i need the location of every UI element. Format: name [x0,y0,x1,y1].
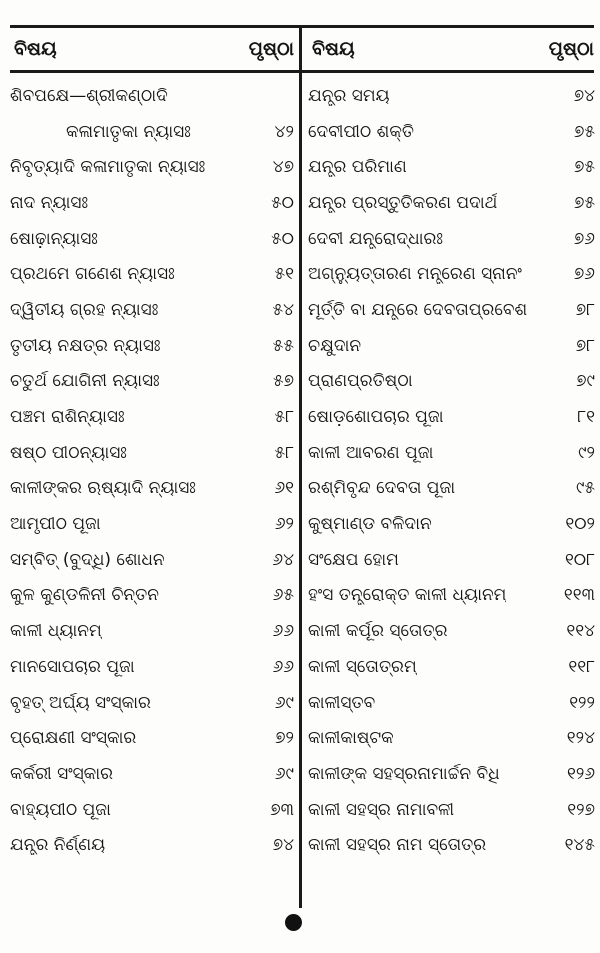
contents-entry [10,792,294,828]
entry-page-number: ୧୨୬ [567,763,595,784]
entry-page-number: ୧୧୩ [563,585,595,606]
contents-entry [308,471,595,507]
entry-page-number: ୭୪ [573,85,595,106]
contents-entry [308,435,595,471]
entry-page-number: ୭୫ [573,157,595,178]
entry-page-number: ୧୨୨ [569,692,595,713]
entry-title: ପଞ୍ଚମ ରାଶିନ୍ୟାସଃ [10,407,125,428]
left-column-header [14,32,294,66]
contents-entry [10,435,294,471]
entry-page-number: ୧୪୫ [564,835,595,856]
contents-entry [10,78,294,114]
contents-entry [308,827,595,863]
entry-title: କାଳୀଙ୍କ ସହସ୍ରନାମାର୍ଚ୍ଚନ ବିଧି [308,763,500,784]
entry-page-number: ୧୦୮ [564,549,595,570]
entry-title: ସମ୍ବିତ୍ (ବୁଦ୍ଧି) ଶୋଧନ [10,549,165,570]
contents-entry [308,506,595,542]
entry-title: କୁଳ କୁଣ୍ଡଳିନୀ ଚିନ୍ତନ [10,585,159,606]
page-marker-dot [285,914,302,931]
contents-entry [308,221,595,257]
entry-title: କର୍କରୀ ସଂସ୍କାର [10,763,113,784]
entry-title: ଯନ୍ତ୍ର ପରିମାଣ [308,157,407,178]
entry-title: ଦେବୀ ଯନ୍ତ୍ରୋଦ୍ଧାରଃ [308,228,443,249]
contents-entry [308,578,595,614]
entry-page-number: ୭୫ [573,121,595,142]
entry-page-number: ୫୭ [272,371,294,392]
entry-title: ଯନ୍ତ୍ର ସମୟ [308,85,390,106]
contents-entry [10,827,294,863]
contents-entry [10,578,294,614]
contents-entry [308,114,595,150]
entry-page-number: ୭୮ [575,335,595,356]
contents-entry [308,328,595,364]
contents-entry [308,792,595,828]
contents-entry [10,399,294,435]
entry-title: ନାଦ ନ୍ୟାସଃ [10,192,89,213]
entry-page-number: ୬୯ [274,763,294,784]
entry-title: ମୂର୍ତ୍ତି ବା ଯନ୍ତ୍ରେ ଦେବତାପ୍ରବେଶ [308,299,528,320]
contents-entry [10,292,294,328]
entry-title: ଦ୍ୱିତୀୟ ଗ୍ରହ ନ୍ୟାସଃ [10,299,159,320]
entry-page-number: ୪୭ [272,157,294,178]
contents-entry [10,613,294,649]
contents-entry [10,185,294,221]
entry-title: ହଂସ ତନ୍ତ୍ରୋକ୍ତ କାଳୀ ଧ୍ୟାନମ୍ [308,585,507,606]
contents-entry [10,221,294,257]
entry-page-number: ୫୦ [271,192,294,213]
contents-entry [10,506,294,542]
entry-title: କାଳୀ ଆବରଣ ପୂଜା [308,442,434,463]
contents-entry [308,720,595,756]
entry-title: କାଳୀ କର୍ପୂର ସ୍ତୋତ୍ର [308,621,448,642]
contents-entry [10,685,294,721]
contents-entry [10,756,294,792]
entry-title: କୁଷ୍ମାଣ୍ଡ ବଳିଦାନ [308,514,432,535]
right-contents-column [308,78,595,863]
contents-entry [308,256,595,292]
left-contents-column [10,78,294,863]
contents-entry [10,542,294,578]
entry-title: ପ୍ରଥମେ ଗଣେଶ ନ୍ୟାସଃ [10,264,175,285]
entry-title: ଷୋଢ଼ାନ୍ୟାସଃ [10,228,98,249]
entry-page-number: ୬୫ [272,585,294,606]
entry-title: ଚକ୍ଷୁଦାନ [308,335,362,356]
contents-entry [308,78,595,114]
entry-title: ଦେବୀପୀଠ ଶକ୍ତି [308,121,415,142]
entry-page-number: ୬୯ [274,692,294,713]
entry-page-number: ୧୧୮ [568,656,595,677]
entry-page-number: ୬୬ [272,656,294,677]
page-heading: ପୃଷ୍ଠା [248,38,294,60]
entry-title: ଶିବପକ୍ଷେ—ଶ୍ରୀକଣ୍ଠାଦି [10,85,168,106]
entry-title: ବାହ୍ୟପୀଠ ପୂଜା [10,799,111,820]
subject-heading: ବିଷୟ [14,38,57,60]
entry-title: ଚତୁର୍ଥ ଯୋଗିନୀ ନ୍ୟାସଃ [10,371,160,392]
entry-page-number: ୬୨ [274,514,294,535]
contents-entry [10,471,294,507]
contents-entry [308,756,595,792]
entry-page-number: ୧୦୨ [565,514,595,535]
entry-page-number: ୯୨ [578,442,595,463]
entry-title: କାଳୀ ସ୍ତୋତ୍ରମ୍ [308,656,417,677]
entry-page-number: ୭୮ [575,299,595,320]
entry-title: ପ୍ରାଣପ୍ରତିଷ୍ଠା [308,371,413,392]
entry-page-number: ୭୩ [270,799,294,820]
contents-entry [10,256,294,292]
subject-heading: ବିଷୟ [312,38,355,60]
entry-page-number: ୬୪ [272,549,294,570]
entry-title: ଷୋଡ଼ଶୋପଚାର ପୂଜା [308,407,444,428]
entry-page-number: ୫୧ [274,264,294,285]
entry-title: ଆମୃପୀଠ ପୂଜା [10,514,101,535]
contents-entry [308,292,595,328]
entry-page-number: ୫୮ [274,407,294,428]
entry-page-number: ୬୧ [274,478,294,499]
entry-page-number: ୫୪ [272,299,294,320]
contents-entry [10,328,294,364]
entry-page-number: ୧୨୪ [566,728,595,749]
entry-title: ବୃହତ୍ ଅର୍ଘ୍ୟ ସଂସ୍କାର [10,692,151,713]
contents-entry [10,720,294,756]
contents-entry [10,114,294,150]
entry-title: ସଂକ୍ଷେପ ହୋମ [308,549,399,570]
entry-title: କାଳୀକାଷ୍ଟକ [308,728,394,749]
entry-title: କାଳୀ ସହସ୍ର ନାମାବଳୀ [308,799,455,820]
entry-page-number: ୯୫ [575,478,595,499]
entry-title: କାଳୀ ଧ୍ୟାନମ୍ [10,621,102,642]
entry-page-number: ୭୬ [573,228,595,249]
page-heading: ପୃଷ୍ଠା [548,38,594,60]
entry-page-number: ୭୨ [275,728,294,749]
entry-title: ନିବୃତ୍ୟାଦି କଳାମାତୃକା ନ୍ୟାସଃ [10,157,206,178]
contents-entry [10,649,294,685]
contents-entry [308,399,595,435]
contents-entry [10,149,294,185]
entry-title: କାଳୀସ୍ତବ [308,692,376,713]
entry-title: ମାନସୋପଚାର ପୂଜା [10,656,135,677]
entry-title: ଅଗ୍ନ୍ୟୁତ୍ତାରଣ ମନ୍ତ୍ରେଣ ସ୍ନାନଂ [308,264,522,285]
entry-page-number: ୧୧୪ [566,621,595,642]
entry-title: କଳାମାତୃକା ନ୍ୟାସଃ [66,121,191,142]
entry-page-number: ୮୧ [577,407,595,428]
header-rule [10,70,594,73]
contents-entry [10,364,294,400]
entry-page-number: ୭୫ [573,192,595,213]
contents-entry [308,149,595,185]
entry-page-number: ୧୨୭ [567,799,595,820]
contents-entry [308,364,595,400]
column-divider [299,25,302,908]
entry-page-number: ୭୪ [272,835,294,856]
contents-entry [308,613,595,649]
entry-title: ଷଷ୍ଠ ପୀଠନ୍ୟାସଃ [10,442,127,463]
entry-title: ପ୍ରୋକ୍ଷଣୀ ସଂସ୍କାର [10,728,137,749]
entry-title: ତୃତୀୟ ନକ୍ଷତ୍ର ନ୍ୟାସଃ [10,335,161,356]
entry-page-number: ୬୬ [272,621,294,642]
contents-entry [308,542,595,578]
entry-page-number: ୫୫ [272,335,294,356]
entry-title: କାଳୀଙ୍କର ଋଷ୍ୟାଦି ନ୍ୟାସଃ [10,478,196,499]
entry-page-number: ୫୮ [274,442,294,463]
entry-page-number: ୪୨ [274,121,294,142]
entry-title: ଯନ୍ତ୍ର ପ୍ରସ୍ତୁତିକରଣ ପଦାର୍ଥ [308,192,498,213]
entry-page-number: ୭୬ [573,264,595,285]
top-rule [10,25,594,28]
entry-page-number: ୭୯ [576,371,595,392]
entry-title: ରଶ୍ମିବୃନ୍ଦ ଦେବତା ପୂଜା [308,478,456,499]
entry-title: ଯନ୍ତ୍ର ନିର୍ଣ୍ଣୟ [10,835,106,856]
right-column-header [312,32,594,66]
contents-entry [308,649,595,685]
contents-entry [308,185,595,221]
entry-title: କାଳୀ ସହସ୍ର ନାମ ସ୍ତୋତ୍ର [308,835,487,856]
entry-page-number: ୫୦ [271,228,294,249]
contents-entry [308,685,595,721]
